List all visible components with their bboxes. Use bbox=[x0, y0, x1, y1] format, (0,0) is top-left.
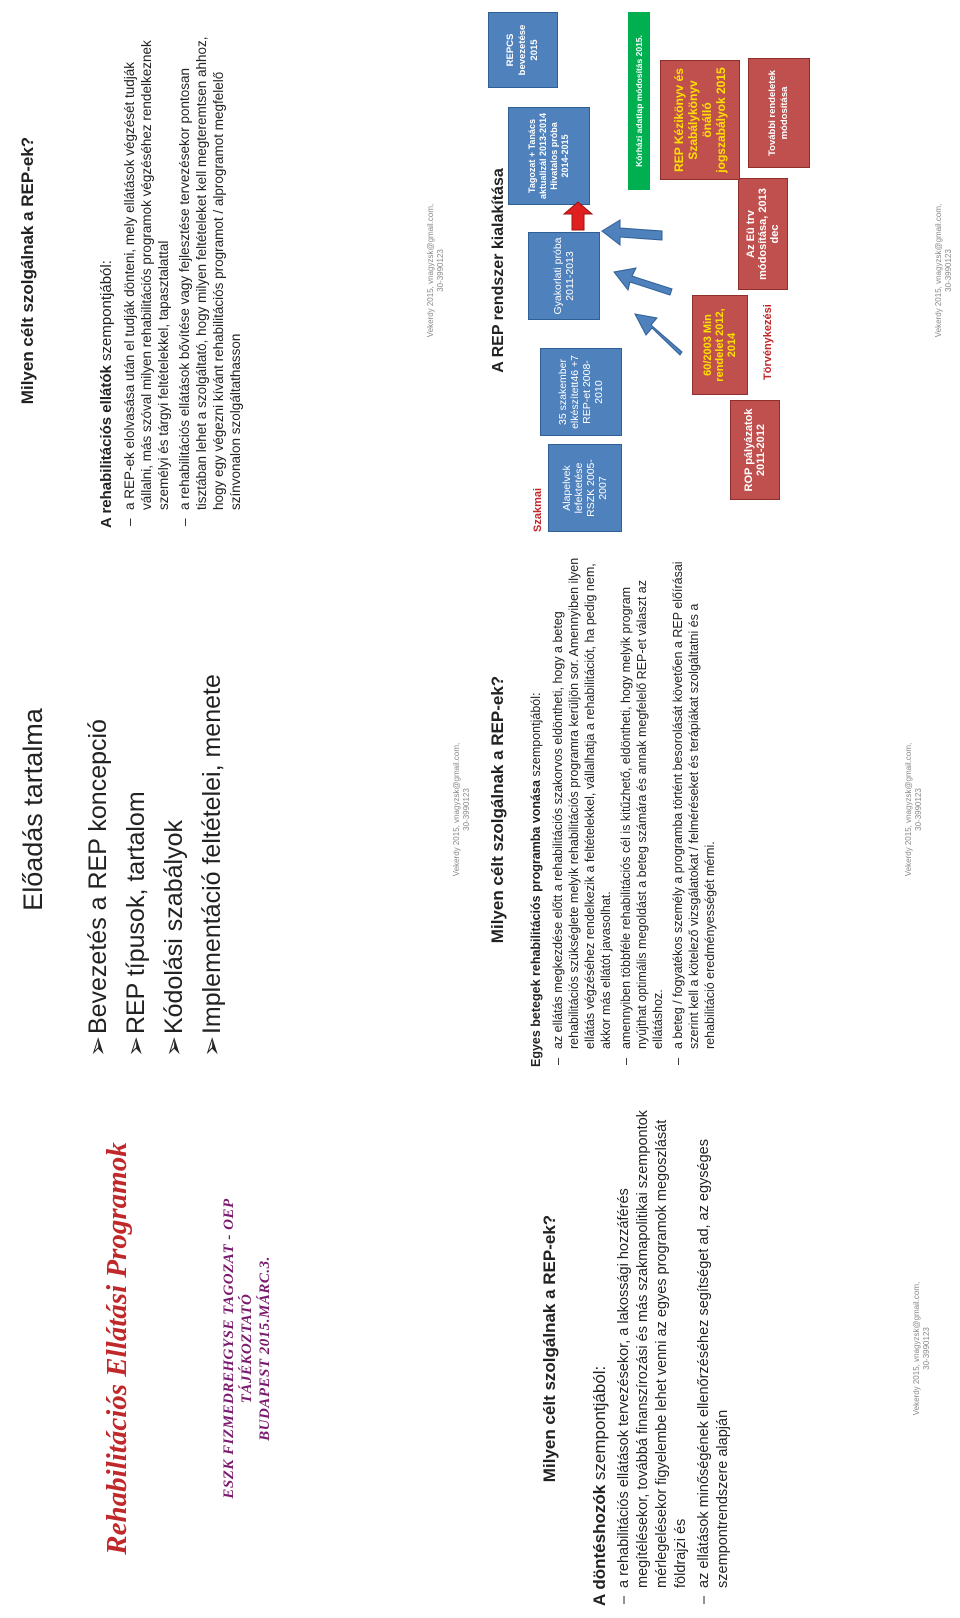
contents-title: Előadás tartalma bbox=[18, 708, 48, 911]
contents-item: ➢Kódolási szabályok bbox=[160, 820, 188, 1057]
slide-heading: Milyen célt szolgálnak a REP-ek? bbox=[18, 136, 37, 405]
org-line-1: ESZK FIZMEDREHGYSE TAGOZAT - OEP bbox=[221, 1198, 237, 1499]
org-line-2: TÁJÉKOZTATÓ bbox=[239, 1293, 255, 1404]
bullet-item: – az ellátások minőségének ellenőrzéséhez segítséget ad, az egységes szempontrendszere alapján bbox=[695, 1093, 733, 1606]
arrow-bullet-icon: ➢ bbox=[198, 1036, 226, 1057]
box-alapelvek: Alapelvek lefektetése RSZK 2005-2007 bbox=[548, 444, 622, 532]
slide-rep-system bbox=[480, 1, 960, 540]
slide-providers bbox=[0, 1, 480, 540]
arrow-up-icon bbox=[635, 314, 682, 355]
bullet-item: – a REP-ek elolvasása után el tudják dönteni, mely ellátások végzését tudják vállalni, más szóval milyen rehabilitációs programok végzéséhez rendelkeznek személyi és tárgyi feltételekkel, tapasztalattal bbox=[121, 15, 172, 528]
box-60-2003: 60/2003 Min rendelet 2012, 2014 bbox=[692, 295, 748, 395]
slide-contents bbox=[0, 540, 480, 1079]
bullet-item: – amennyiben többféle rehabilitációs cél is kitűzhető, eldöntheti, hogy melyik program nyújthat optimális megoldást a beteg számára és annak megfelelő REP-et választ az ellátáshoz. bbox=[618, 554, 666, 1067]
watermark: Vekerdy 2015, vnagyzsk@gmail.com, 30-3990123 bbox=[912, 1281, 931, 1416]
watermark: Vekerdy 2015, vnagyzsk@gmail.com, 30-3990123 bbox=[452, 742, 471, 877]
arrow-up-icon bbox=[614, 268, 672, 295]
watermark: Vekerdy 2015, vnagyzsk@gmail.com, 30-3990123 bbox=[426, 203, 445, 338]
arrow-up-icon bbox=[602, 220, 662, 245]
slide-body bbox=[528, 554, 718, 1067]
arrow-right-icon bbox=[564, 202, 592, 230]
contents-item: ➢Implementáció feltételei, menete bbox=[198, 674, 226, 1057]
slide-heading: Milyen célt szolgálnak a REP-ek? bbox=[488, 675, 507, 944]
box-35-szakember: 35 szakember elkészített46 +7 REP-et 2008-2010 bbox=[540, 348, 622, 436]
bullet-item: – az ellátás megkezdése előtt a rehabilitációs szakorvos eldöntheti, hogy a beteg rehabilitációs szükséglete melyik rehabilitációs programra kerüljön sor. Amennyiben ilyen ellátás végzéséhez rendelkezik a feltételekkel, vállalhatja a rehabilitációt, ha pedig nem, akkor más ellátót javasolhat. bbox=[550, 554, 614, 1067]
watermark: Vekerdy 2015, vnagyzsk@gmail.com, 30-3990123 bbox=[904, 742, 923, 877]
box-rop-palyazatok: ROP pályázatok 2011-2012 bbox=[730, 400, 780, 500]
lead-line: A döntéshozók szempontjából: bbox=[590, 1365, 609, 1606]
lead-line: Egyes betegek rehabilitációs programba vonása szempontjából: bbox=[529, 692, 543, 1067]
organization-info bbox=[220, 1099, 274, 1598]
slide-body bbox=[98, 15, 244, 528]
arrow-bullet-icon: ➢ bbox=[84, 1036, 112, 1057]
watermark: Vekerdy 2015, vnagyzsk@gmail.com, 30-3990123 bbox=[934, 203, 953, 338]
org-line-3: BUDAPEST 2015.MÁRC.3. bbox=[257, 1256, 273, 1441]
bullet-item: – a rehabilitációs ellátások bővítése vagy fejlesztése tervezésekor pontosan tisztában lehet a szolgáltató, hogy milyen feltételeket kell megteremtsen ahhoz, hogy egy végezni kívánt rehabilitációs programot / alprogramot megfelelő színvonalon szolgáltathasson bbox=[176, 15, 244, 528]
box-korhazi-adatlap: Kórházi adatlap módosítás 2015. bbox=[628, 12, 650, 190]
bullet-item: – a rehabilitációs ellátások tervezésekor, a lakossági hozzáférés megítélésekor, továbbá finanszírozási és más szakmapolitikai szempontok mérlegelésekor figyelembe lehet venni az egyes programok megoszlását földrajzi és bbox=[615, 1093, 691, 1606]
contents-list bbox=[81, 540, 229, 1057]
box-repcs: REPCS bevezetése 2015 bbox=[488, 12, 558, 88]
label-szakmai: Szakmai bbox=[532, 487, 544, 532]
arrow-bullet-icon: ➢ bbox=[122, 1036, 150, 1057]
slide-decision-makers bbox=[480, 1079, 960, 1618]
box-tagozat-tanacs: Tagozat + Tanács aktualizál 2013-2014 Hivatalos próba 2014-2015 bbox=[508, 107, 590, 205]
box-rep-kezikonyv: REP Kézikönyv és Szabálykönyv önálló jogszabályok 2015 bbox=[660, 60, 740, 180]
slide-body bbox=[590, 1093, 733, 1606]
lead-line: A rehabilitációs ellátók szempontjából: bbox=[98, 260, 115, 528]
presentation-title: Rehabilitációs Ellátási Programok bbox=[101, 1142, 133, 1555]
slide-title bbox=[0, 1079, 480, 1618]
slide-heading: A REP rendszer kialakítása bbox=[490, 168, 507, 373]
box-eu-trv: Az Eü trv módosítása, 2013 dec bbox=[738, 178, 788, 290]
contents-item: ➢REP típusok, tartalom bbox=[122, 791, 150, 1057]
arrow-bullet-icon: ➢ bbox=[160, 1036, 188, 1057]
slide-patients bbox=[480, 540, 960, 1079]
box-gyakorlati-proba: Gyakorlati próba 2011-2013 bbox=[528, 232, 600, 320]
slide-heading: Milyen célt szolgálnak a REP-ek? bbox=[540, 1214, 559, 1483]
bullet-item: – a beteg / fogyatékos személy a programba történt besorolását követően a REP előírásai szerint kell a kötelező vizsgálatokat / felméréseket és terápiákat szolgáltatni és a rehabilitáció eredményességét mérni. bbox=[670, 554, 718, 1067]
contents-item: ➢Bevezetés a REP koncepció bbox=[84, 719, 112, 1057]
box-tovabbi-rendeletek: További rendeletek módosítása bbox=[748, 58, 810, 168]
label-torvenykezesi: Törvénykezési bbox=[762, 304, 774, 380]
